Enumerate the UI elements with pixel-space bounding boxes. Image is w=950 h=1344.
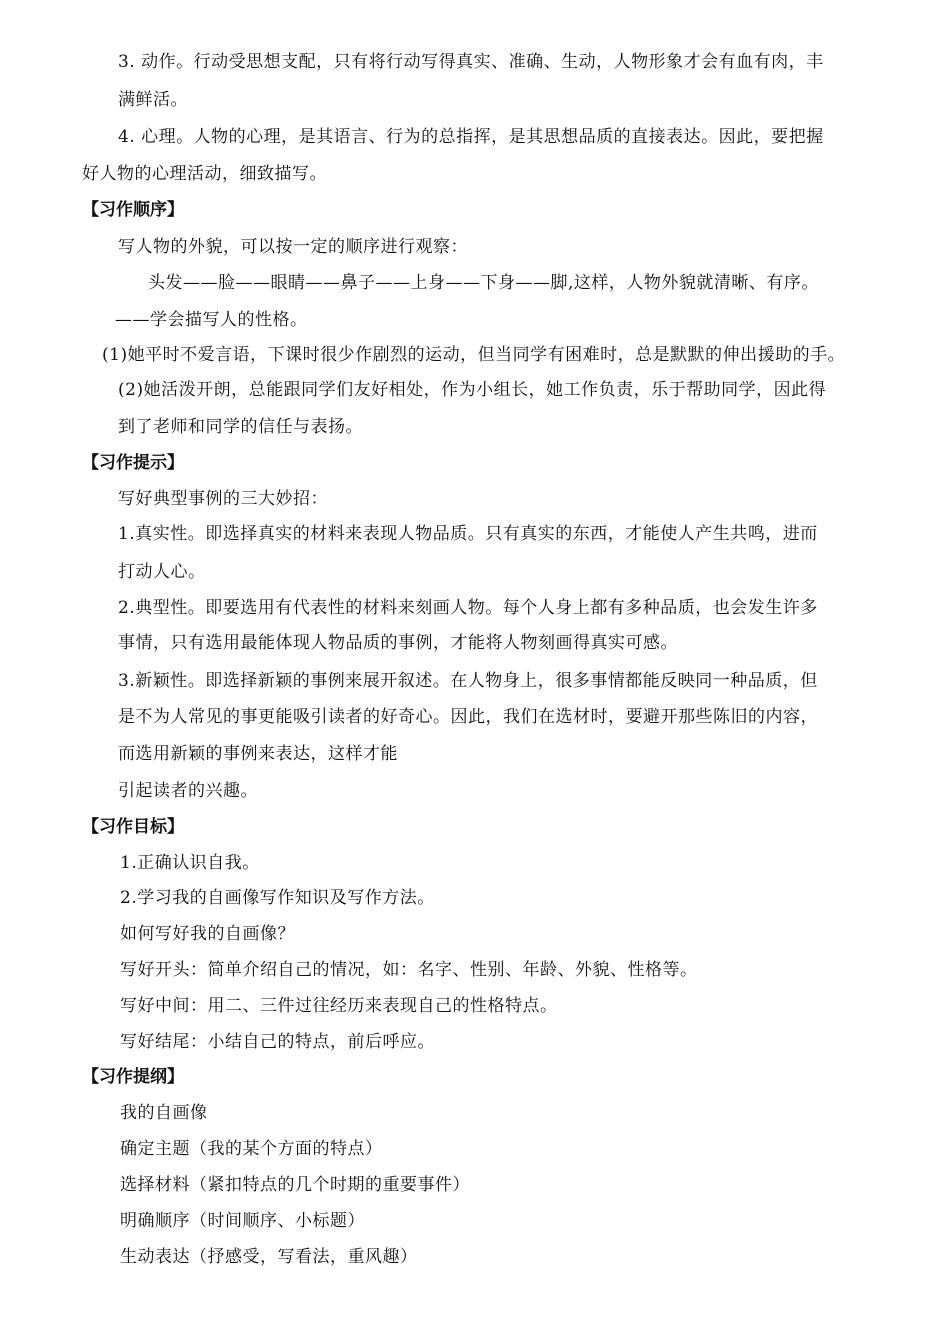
tip-novelty-line4: 引起读者的兴趣。 xyxy=(118,781,258,801)
write-ending: 写好结尾：小结自己的特点，前后呼应。 xyxy=(120,1032,435,1052)
write-middle: 写好中间：用二、三件过往经历来表现自己的性格特点。 xyxy=(120,996,558,1016)
heading-writing-outline: 【习作提纲】 xyxy=(82,1067,184,1087)
tip-novelty-line3: 而选用新颖的事例来表达，这样才能 xyxy=(118,744,398,764)
tip-authenticity-line1: 1.真实性。即选择真实的材料来表现人物品质。只有真实的东西，才能使人产生共鸣，进而 xyxy=(118,524,818,544)
paragraph-psychology-line2: 好人物的心理活动，细致描写。 xyxy=(82,164,327,184)
paragraph-action-line1: 3. 动作。行动受思想支配，只有将行动写得真实、准确、生动，人物形象才会有血有肉，丰 xyxy=(118,52,824,72)
outline-item-material: 选择材料（紧扣特点的几个时期的重要事件） xyxy=(120,1175,470,1195)
tip-typicality-line2: 事情，只有选用最能体现人物品质的事例，才能将人物刻画得真实可感。 xyxy=(118,633,678,653)
goal-2: 2.学习我的自画像写作知识及写作方法。 xyxy=(120,888,435,908)
character-example-1: (1)她平时不爱言语，下课时很少作剧烈的运动，但当同学有困难时，总是默默的伸出援助的手。 xyxy=(102,345,846,365)
outline-title: 我的自画像 xyxy=(120,1103,208,1123)
paragraph-action-line2: 满鲜活。 xyxy=(118,90,188,110)
outline-item-expression: 生动表达（抒感受，写看法，重风趣） xyxy=(120,1247,418,1267)
paragraph-psychology-line1: 4. 心理。人物的心理，是其语言、行为的总指挥，是其思想品质的直接表达。因此，要把握 xyxy=(118,127,824,147)
character-example-2-line2: 到了老师和同学的信任与表扬。 xyxy=(118,417,363,437)
order-intro: 写人物的外貌，可以按一定的顺序进行观察： xyxy=(118,237,468,257)
write-beginning: 写好开头：简单介绍自己的情况，如：名字、性别、年龄、外貌、性格等。 xyxy=(120,960,698,980)
heading-writing-goals: 【习作目标】 xyxy=(82,817,184,837)
character-subheading: ——学会描写人的性格。 xyxy=(115,310,308,330)
tip-authenticity-line2: 打动人心。 xyxy=(118,562,206,582)
outline-item-order: 明确顺序（时间顺序、小标题） xyxy=(120,1211,365,1231)
heading-writing-tips: 【习作提示】 xyxy=(82,453,184,473)
tips-intro: 写好典型事例的三大妙招： xyxy=(118,489,328,509)
tip-novelty-line2: 是不为人常见的事更能吸引读者的好奇心。因此，我们在选材时，要避开那些陈旧的内容， xyxy=(118,707,818,727)
tip-novelty-line1: 3.新颖性。即选择新颖的事例来展开叙述。在人物身上，很多事情都能反映同一种品质，但 xyxy=(118,671,818,691)
appearance-order: 头发——脸——眼睛——鼻子——上身——下身——脚,这样，人物外貌就清晰、有序。 xyxy=(148,273,819,293)
tip-typicality-line1: 2.典型性。即要选用有代表性的材料来刻画人物。每个人身上都有多种品质，也会发生许多 xyxy=(118,598,818,618)
goal-1: 1.正确认识自我。 xyxy=(120,853,260,873)
character-example-2-line1: (2)她活泼开朗，总能跟同学们友好相处，作为小组长，她工作负责，乐于帮助同学，因此得 xyxy=(118,380,827,400)
outline-item-theme: 确定主题（我的某个方面的特点） xyxy=(120,1139,383,1159)
heading-writing-order: 【习作顺序】 xyxy=(82,200,184,220)
how-to-question: 如何写好我的自画像？ xyxy=(120,924,295,944)
